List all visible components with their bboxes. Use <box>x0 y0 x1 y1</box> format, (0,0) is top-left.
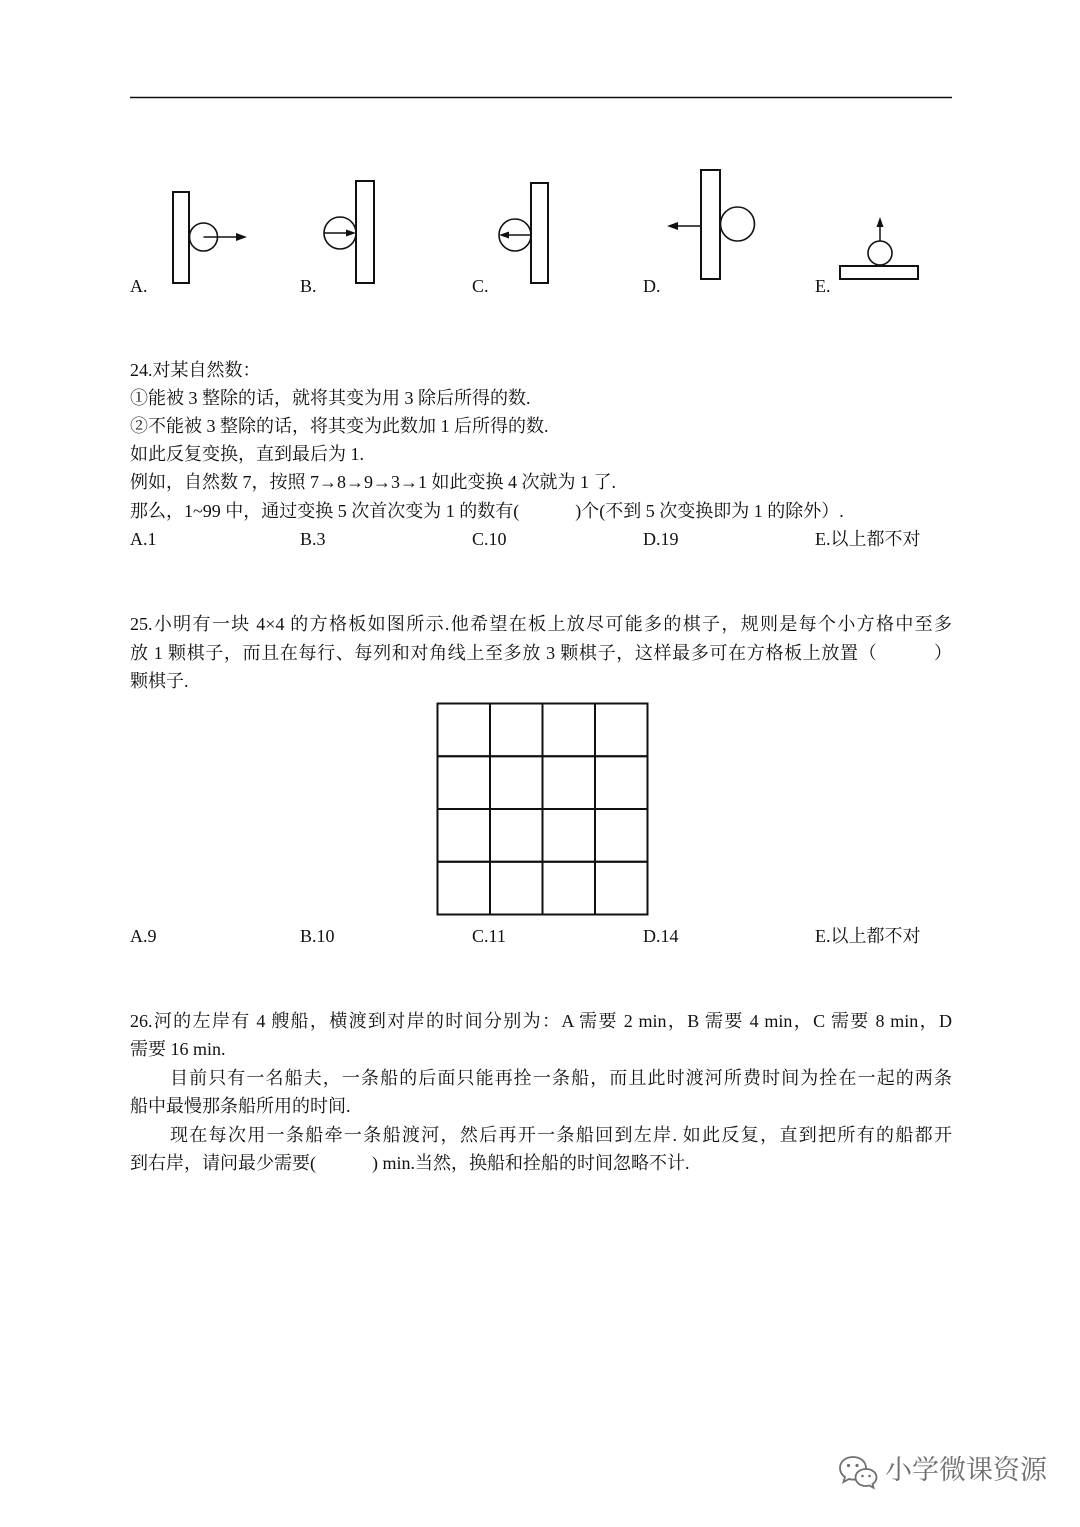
figure-option-e <box>840 217 918 279</box>
board-cell <box>595 704 648 757</box>
q24-question-text-before: 那么，1~99 中，通过变换 5 次首次变为 1 的数有( <box>130 501 520 521</box>
force-arrow <box>877 217 884 241</box>
figure-label-a: A. <box>130 276 148 296</box>
plate <box>840 266 918 279</box>
q24-option-a: A.1 <box>130 529 157 549</box>
grid-board <box>436 702 649 916</box>
board-cell <box>490 809 543 862</box>
q25-line-3: 颗棋子. <box>130 671 189 691</box>
q25-option-e: E.以上都不对 <box>815 926 921 946</box>
ball <box>868 241 892 265</box>
q25-line-2-before: 放 1 颗棋子，而且在每行、每列和对角线上至多放 3 颗棋子，这样最多可在方格板上放置（ <box>130 643 878 663</box>
wechat-icon <box>838 1454 880 1490</box>
board-cell <box>438 809 491 862</box>
board-cell <box>595 756 648 809</box>
q26-line-2: 需要 16 min. <box>130 1039 226 1059</box>
figure-label-b: B. <box>300 276 317 296</box>
q24-question-text-after: )个(不到 5 次变换即为 1 的除外）. <box>575 501 844 521</box>
figure-option-c <box>499 183 548 283</box>
q26-line-6 <box>130 1152 690 1174</box>
q25-option-c: C.11 <box>472 926 506 946</box>
q25-line-1: 25.小明有一块 4×4 的方格板如图所示.他希望在板上放尽可能多的棋子，规则是每个小方格中至多 <box>130 614 952 634</box>
q25-option-b: B.10 <box>300 926 335 946</box>
q26-line-6-after: ) min.当然，换船和拴船的时间忽略不计. <box>372 1153 690 1173</box>
q26-line-6-before: 到右岸，请问最少需要( <box>130 1153 316 1173</box>
q24-rule-1: ①能被 3 整除的话，就将其变为用 3 除后所得的数. <box>130 388 531 408</box>
plate <box>356 181 374 283</box>
board-cell <box>438 704 491 757</box>
q24-option-e: E.以上都不对 <box>815 529 921 549</box>
q24-option-d: D.19 <box>643 529 679 549</box>
q25-option-a: A.9 <box>130 926 157 946</box>
q26-line-4: 船中最慢那条船所用的时间. <box>130 1096 351 1116</box>
answer-blank <box>877 649 933 659</box>
board-cell <box>595 809 648 862</box>
board-cell <box>490 756 543 809</box>
q24-title: 24.对某自然数： <box>130 360 261 380</box>
q24-example: 例如，自然数 7，按照 7→8→9→3→1 如此变换 4 次就为 1 了. <box>130 472 616 492</box>
plate <box>173 192 189 283</box>
force-arrow <box>324 230 356 237</box>
figure-label-c: C. <box>472 276 489 296</box>
q24-option-c: C.10 <box>472 529 507 549</box>
board-cell <box>490 704 543 757</box>
q24-rule-repeat: 如此反复变换，直到最后为 1. <box>130 444 364 464</box>
q23-figures <box>0 0 1080 300</box>
plate <box>701 170 720 279</box>
ball <box>721 207 755 241</box>
q26-line-1: 26.河的左岸有 4 艘船，横渡到对岸的时间分别为：A 需要 2 min，B 需要 4 min，C 需要 8 min，D <box>130 1011 952 1031</box>
figure-option-b <box>324 181 374 283</box>
force-arrow <box>204 233 248 241</box>
plate <box>531 183 548 283</box>
figure-option-a <box>173 192 247 283</box>
answer-blank <box>519 507 575 517</box>
force-arrow <box>667 222 701 230</box>
figure-label-d: D. <box>643 276 661 296</box>
board-cell <box>543 862 596 915</box>
q24-question <box>130 500 844 522</box>
board-cell <box>543 809 596 862</box>
q26-line-3: 目前只有一名船夫，一条船的后面只能再拴一条船，而且此时渡河所费时间为拴在一起的两条 <box>170 1068 952 1088</box>
q25-line-2 <box>130 642 952 664</box>
q25-option-d: D.14 <box>643 926 679 946</box>
watermark-text: 小学微课资源 <box>885 1455 1047 1486</box>
board-cell <box>438 756 491 809</box>
board-cell <box>490 862 543 915</box>
q24-option-b: B.3 <box>300 529 326 549</box>
figure-label-e: E. <box>815 276 831 296</box>
answer-blank <box>316 1159 372 1169</box>
board-cell <box>543 704 596 757</box>
board-cell <box>595 862 648 915</box>
board-cell <box>438 862 491 915</box>
board-cell <box>543 756 596 809</box>
figure-option-d <box>667 170 755 279</box>
force-arrow <box>499 232 531 239</box>
q26-line-5: 现在每次用一条船牵一条船渡河，然后再开一条船回到左岸. 如此反复，直到把所有的船都开 <box>170 1125 952 1145</box>
q24-rule-2: ②不能被 3 整除的话，将其变为此数加 1 后所得的数. <box>130 416 549 436</box>
q25-line-2-after: ） <box>933 643 953 663</box>
